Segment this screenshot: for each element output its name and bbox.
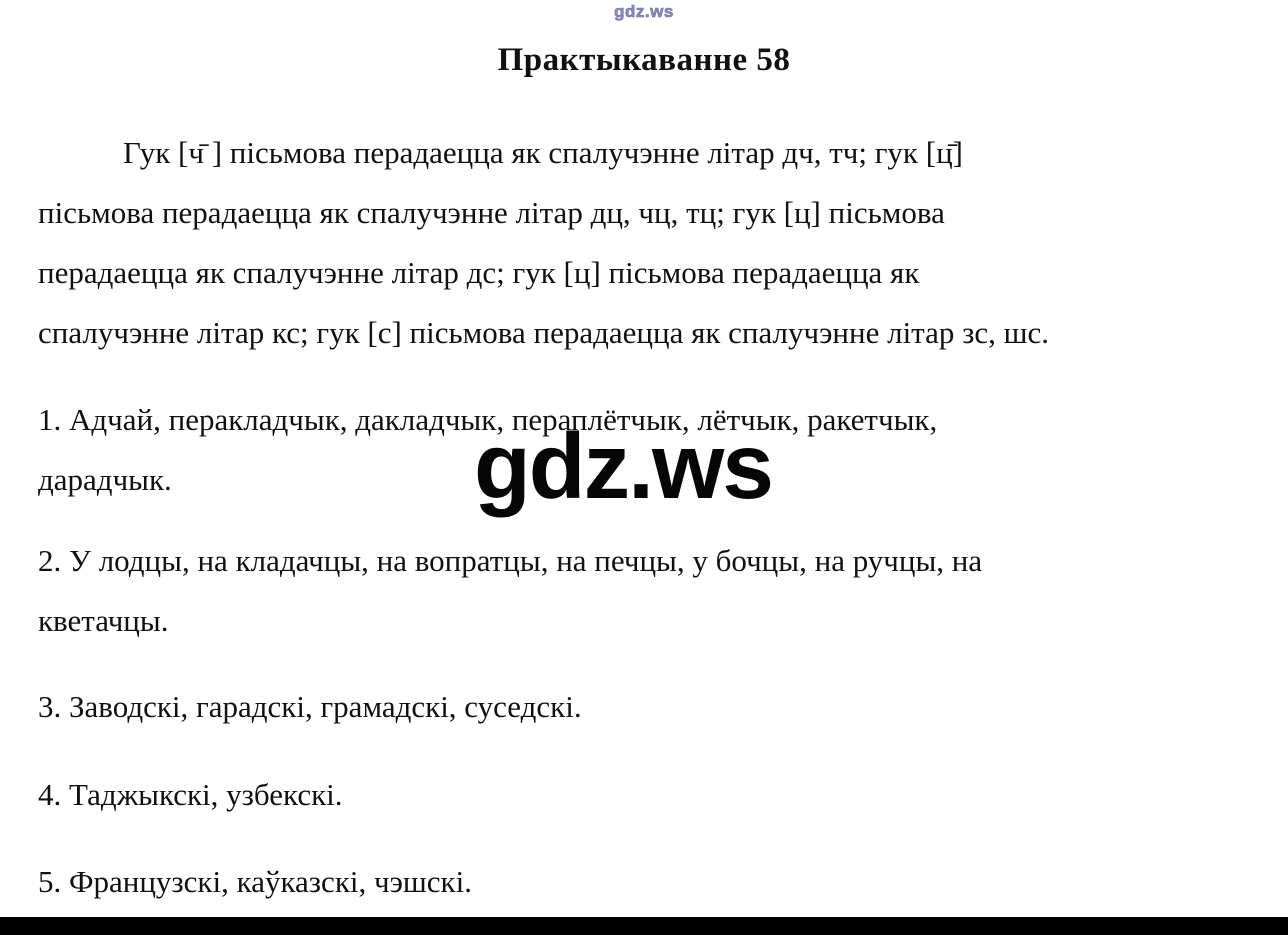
paragraph-line: спалучэнне літар кс; гук [с] пісьмова перадаецца як спалучэнне літар зс, шс. (38, 315, 1049, 350)
paragraph-line: перадаецца як спалучэнне літар дс; гук [ц] пісьмова перадаецца як (38, 255, 920, 290)
center-site-watermark: gdz.ws (474, 414, 773, 518)
exercise-title: Практыкаванне 58 (497, 42, 791, 78)
intro-paragraph (38, 123, 1248, 363)
list-item-line: 5. Французскі, каўказскі, чэшскі. (38, 864, 472, 899)
list-item-2 (38, 531, 1248, 651)
list-item-line: 3. Заводскі, гарадскі, грамадскі, суседскі. (38, 689, 582, 724)
list-item-3 (38, 677, 1248, 737)
paragraph-line: Гук [ч̄ ] пісьмова перадаецца як спалучэнне літар дч, тч; гук [ц̄] (123, 135, 963, 170)
list-item-line: 1. Адчай, перакладчык, дакладчык, пераплётчык, лётчык, ракетчык, (38, 402, 938, 437)
top-site-watermark: gdz.ws (614, 2, 674, 21)
list-item-line: дарадчык. (38, 462, 172, 497)
bottom-scan-bar (0, 917, 1288, 935)
list-item-line: кветачцы. (38, 603, 169, 638)
list-item-5 (38, 852, 1248, 912)
list-item-line: 2. У лодцы, на кладачцы, на вопратцы, на печцы, у бочцы, на ручцы, на (38, 543, 983, 578)
paragraph-line: пісьмова перадаецца як спалучэнне літар дц, чц, тц; гук [ц] пісьмова (38, 195, 945, 230)
list-item-line: 4. Таджыкскі, узбекскі. (38, 777, 343, 812)
list-item-4 (38, 765, 1248, 825)
